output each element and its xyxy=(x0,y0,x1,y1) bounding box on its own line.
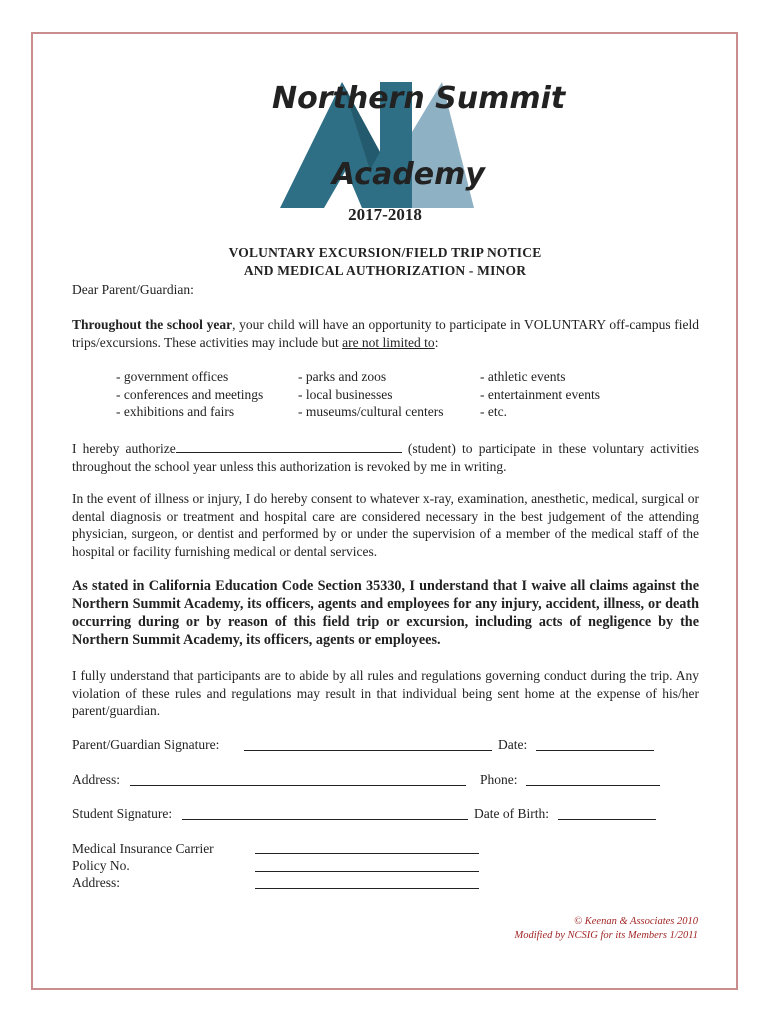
insurance-address-field[interactable] xyxy=(255,888,479,889)
parent-signature-field[interactable] xyxy=(244,750,492,751)
activity-item: - conferences and meetings xyxy=(116,386,264,402)
footer-copyright xyxy=(514,915,698,943)
date-field[interactable] xyxy=(536,750,654,751)
phone-label: Phone: xyxy=(480,772,518,787)
intro-lead: Throughout the school year xyxy=(72,317,233,332)
logo-text-line1: Northern Summit xyxy=(272,81,566,116)
northern-summit-academy-logo xyxy=(262,62,566,208)
waiver-paragraph: As stated in California Education Code Section 35330, I understand that I waive all claims against the Northern Summit Academy, its officers, agents and employees for any injury, accident, illness, or death occurring during or by reason of this field trip or excursion, including acts of negligence by the Northern Summit Academy, its officers, agents or employees. xyxy=(72,578,699,648)
student-signature-field[interactable] xyxy=(182,819,468,820)
student-name-field[interactable] xyxy=(176,438,402,453)
medical-consent-paragraph: In the event of illness or injury, I do hereby consent to whatever x-ray, examination, anesthetic, medical, surgical or dental diagnosis or treatment and hospital care are considered necessary in the best judgement of the attending physician, surgeon, or dentist and performed by or under the supervision of a member of the medical staff of the hospital or facility furnishing medical or dental services. xyxy=(72,491,699,559)
activities-col3 xyxy=(480,368,600,421)
footer-line1: © Keenan & Associates 2010 xyxy=(574,916,698,927)
activity-item: - exhibitions and fairs xyxy=(116,404,235,419)
rules-paragraph: I fully understand that participants are to abide by all rules and regulations governing conduct during the trip. Any violation of these rules and regulations may result in that individual being sent home at the expense of his/her parent/guardian. xyxy=(72,668,699,718)
parent-signature-label: Parent/Guardian Signature: xyxy=(72,737,220,752)
address-field[interactable] xyxy=(130,785,466,786)
insurance-carrier-field[interactable] xyxy=(255,853,479,854)
activities-col2 xyxy=(298,368,443,421)
activities-col1 xyxy=(116,368,263,421)
greeting: Dear Parent/Guardian: xyxy=(72,282,194,297)
address-label: Address: xyxy=(72,772,120,787)
activity-item: - local businesses xyxy=(298,386,393,402)
intro-underlined: are not limited to xyxy=(342,334,435,350)
authorize-suffix: (student) to participate in these voluntary activities throughout the school year unless this authorization is revoked by me in writing. xyxy=(72,441,700,474)
school-year: 2017-2018 xyxy=(348,205,422,224)
student-signature-label: Student Signature: xyxy=(72,806,173,821)
activity-item: - parks and zoos xyxy=(298,369,387,384)
authorize-prefix: I hereby authorize xyxy=(72,441,176,456)
insurance-carrier-label: Medical Insurance Carrier xyxy=(72,841,214,856)
logo-text-line2: Academy xyxy=(332,157,485,192)
intro-paragraph xyxy=(72,316,699,351)
form-title-line2: AND MEDICAL AUTHORIZATION - MINOR xyxy=(243,263,527,278)
phone-field[interactable] xyxy=(526,785,660,786)
intro-text-a: , your child will have an opportunity to participate in VOLUNTARY off-campus field trips/excursions. These activities may include but xyxy=(72,317,700,350)
form-title-line1: VOLUNTARY EXCURSION/FIELD TRIP NOTICE xyxy=(228,245,542,260)
dob-label: Date of Birth: xyxy=(474,806,549,821)
policy-number-field[interactable] xyxy=(255,871,479,872)
date-label: Date: xyxy=(498,737,528,752)
authorize-paragraph xyxy=(72,438,699,475)
activity-item: - entertainment events xyxy=(480,386,600,402)
activity-item: - museums/cultural centers xyxy=(298,404,444,419)
footer-line2: Modified by NCSIG for its Members 1/2011 xyxy=(514,930,698,941)
dob-field[interactable] xyxy=(558,819,656,820)
activity-item: - athletic events xyxy=(480,369,566,384)
activity-item: - government offices xyxy=(116,369,229,384)
policy-number-label: Policy No. xyxy=(72,858,130,873)
intro-text-b: : xyxy=(434,334,439,350)
activity-item: - etc. xyxy=(480,404,507,419)
insurance-address-label: Address: xyxy=(72,875,120,890)
